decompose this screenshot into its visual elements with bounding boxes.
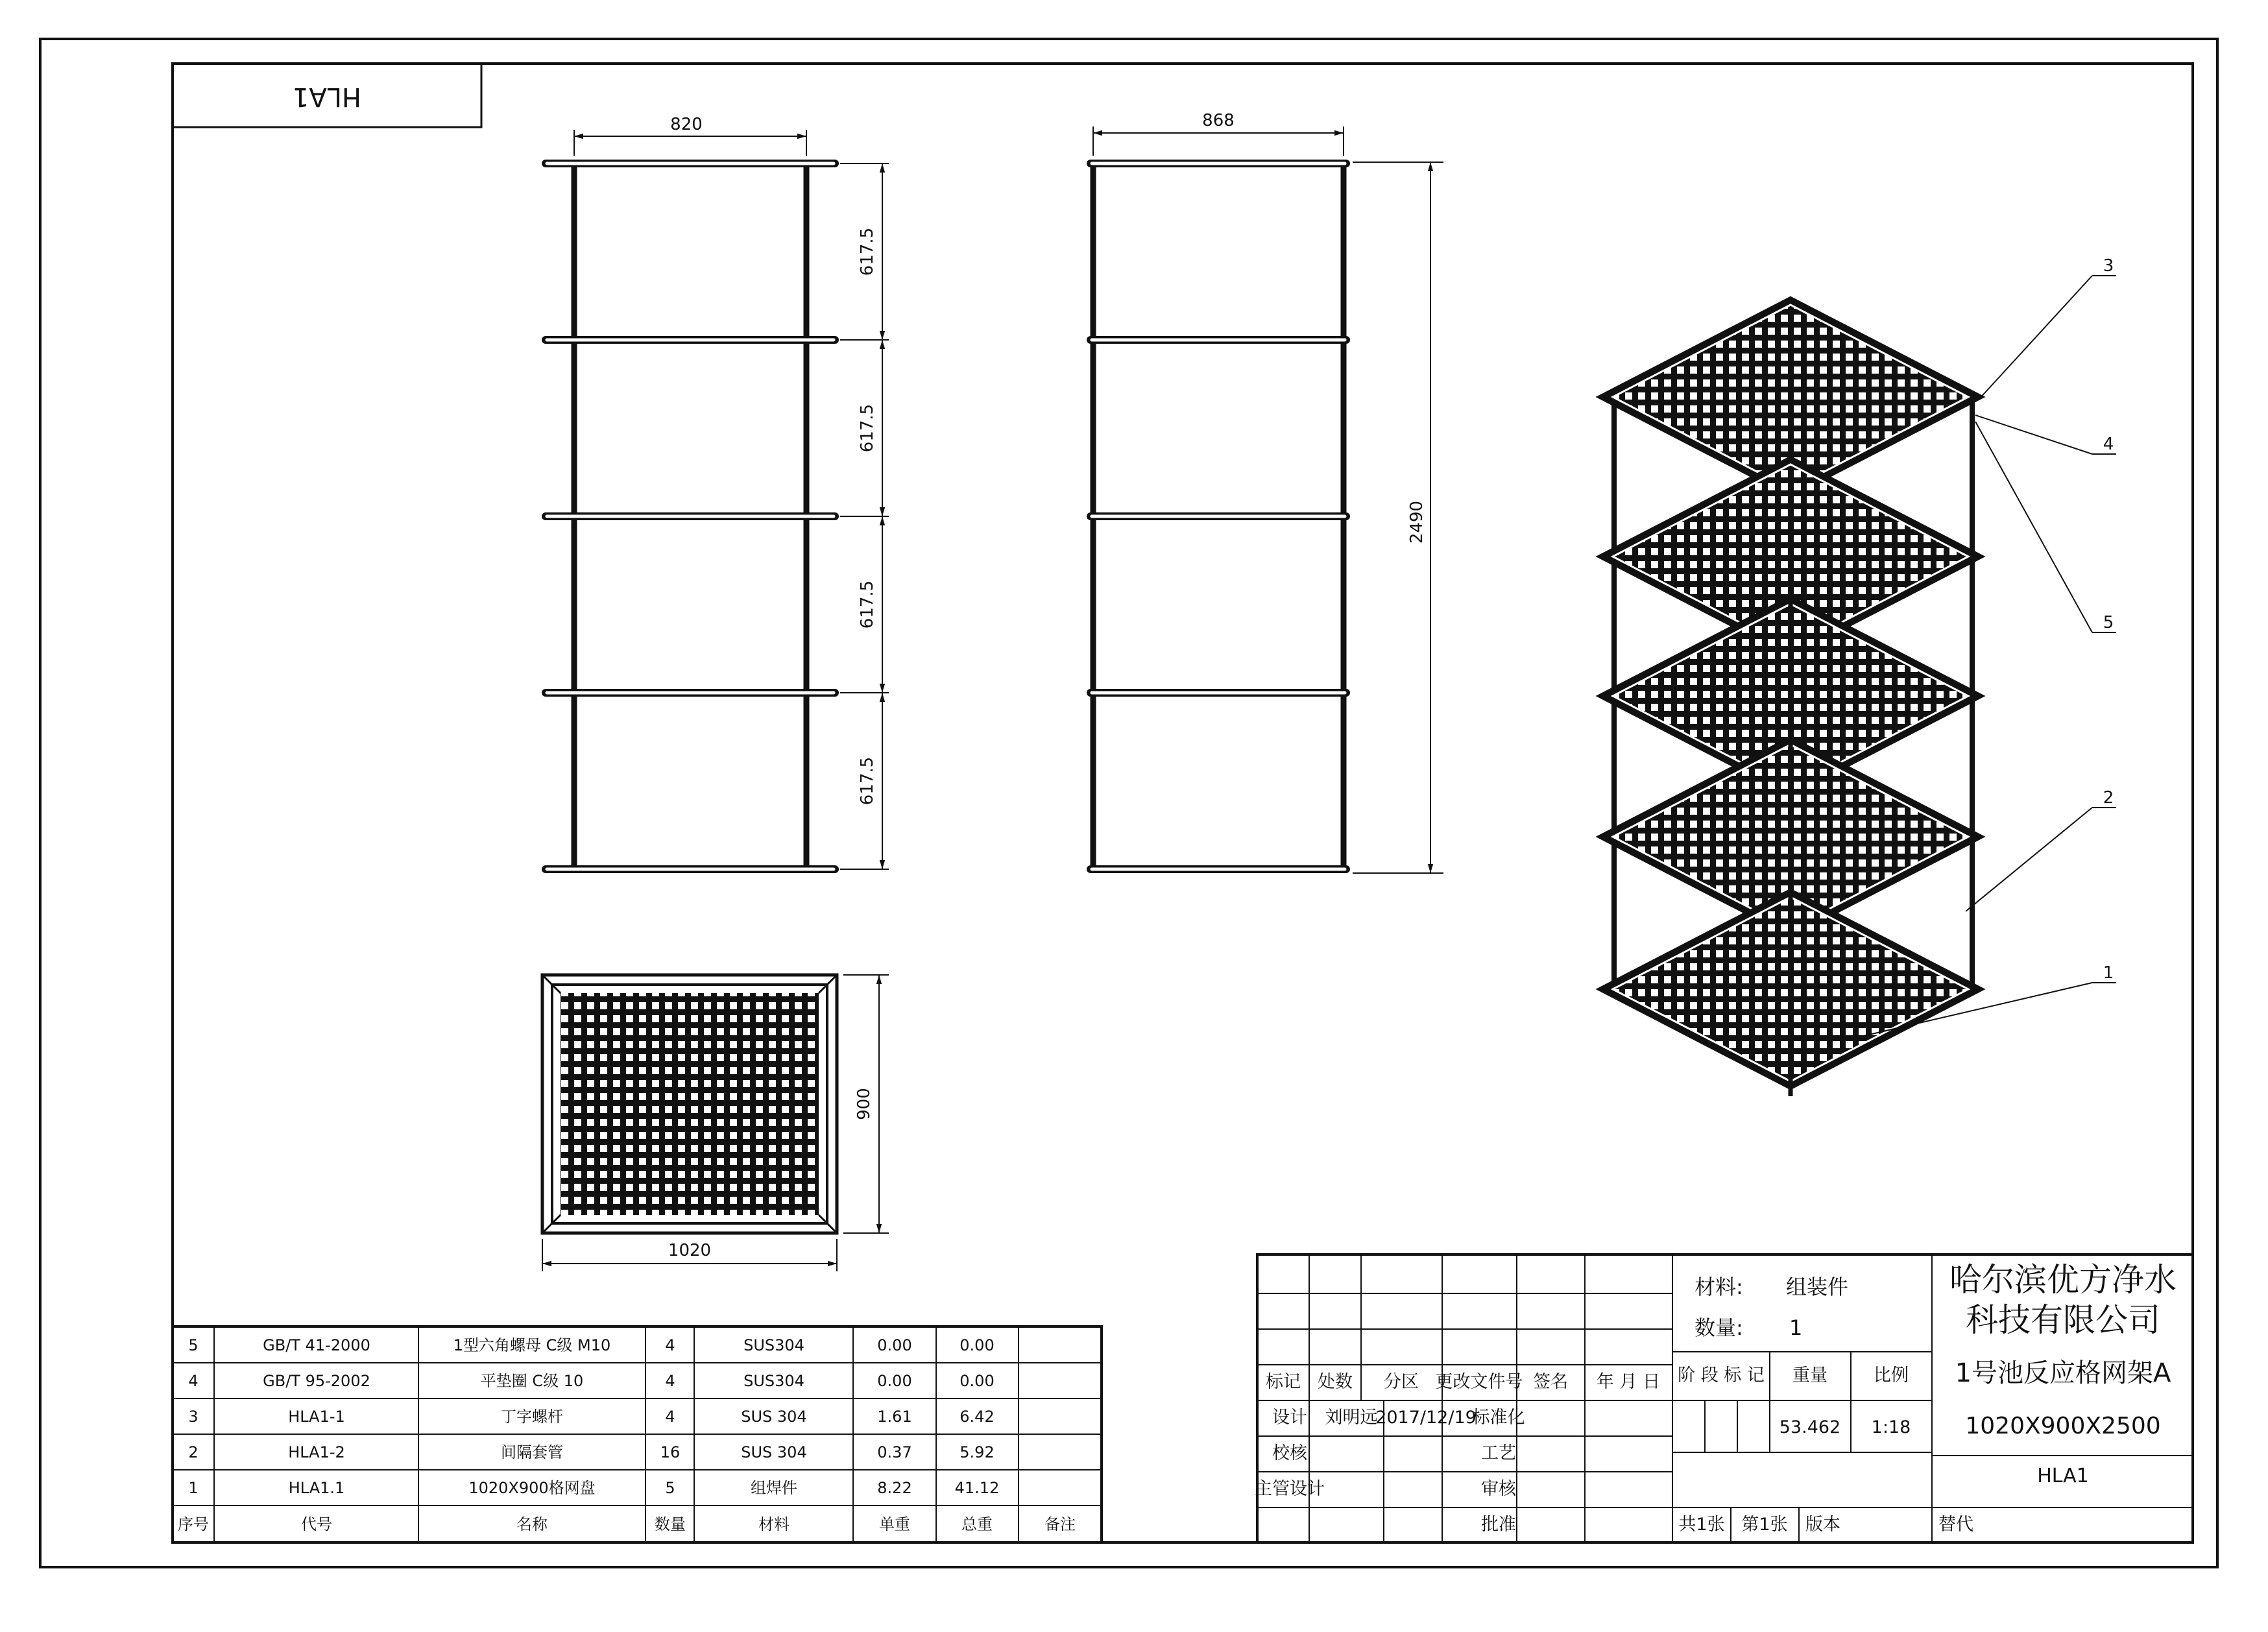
tb-chief-label: 主管设计: [1255, 1479, 1325, 1499]
bom-header-unit-weight: 单重: [879, 1515, 910, 1533]
bom-header-total-weight: 总重: [961, 1515, 993, 1533]
bom-row-2-total-weight: 5.92: [959, 1443, 995, 1461]
bom-row-1-unit-weight: 8.22: [877, 1479, 912, 1497]
bom-row-4-name: 平垫圈 C级 10: [480, 1372, 584, 1390]
title-block: [1255, 1254, 2193, 1542]
bom-table: [173, 1326, 1102, 1542]
bom-row-4-qty: 4: [665, 1372, 675, 1390]
tb-drawing-code: HLA1: [2037, 1465, 2089, 1487]
bom-row-2-index: 2: [188, 1443, 199, 1461]
bom-row-4-code: GB/T 95-2002: [263, 1372, 370, 1390]
tb-drawing-size: 1020X900X2500: [1965, 1413, 2161, 1439]
tb-quantity-label: 数量:: [1695, 1315, 1743, 1340]
bom-header-code: 代号: [301, 1515, 332, 1533]
bom-row-5-index: 5: [188, 1336, 199, 1354]
bom-row-2-material: SUS 304: [741, 1443, 807, 1461]
bom-row-3-unit-weight: 1.61: [877, 1408, 912, 1426]
tb-scale-value: 1:18: [1871, 1417, 1911, 1437]
front-spacing-2: 617.5: [858, 403, 877, 453]
bom-row-4-unit-weight: 0.00: [877, 1372, 912, 1390]
front-spacing-3: 617.5: [858, 580, 877, 629]
tb-design-label: 设计: [1272, 1408, 1307, 1428]
bom-row-3-code: HLA1-1: [288, 1408, 345, 1426]
tb-weight-label: 重量: [1792, 1365, 1828, 1386]
bom-header-index: 序号: [178, 1515, 209, 1533]
isometric-view: [1600, 256, 2116, 1096]
front-view: [546, 115, 889, 869]
tb-stage-label: 阶 段 标 记: [1678, 1365, 1765, 1386]
bom-row-4-total-weight: 0.00: [959, 1372, 995, 1390]
side-width-label: 868: [1202, 111, 1235, 130]
tb-designer: 刘明远: [1325, 1408, 1378, 1428]
tb-change-count: 处数: [1318, 1372, 1353, 1392]
tb-weight-value: 53.462: [1779, 1417, 1841, 1437]
tb-design-date: 2017/12/19: [1375, 1408, 1477, 1428]
mirrored-label-box: [173, 64, 481, 127]
bom-row-2-code: HLA1-2: [288, 1443, 345, 1461]
tb-company-line1: 哈尔滨优方净水: [1949, 1261, 2177, 1299]
tb-change-sign: 签名: [1533, 1372, 1568, 1392]
bom-row-3-qty: 4: [665, 1408, 675, 1426]
bom-row-2-qty: 16: [660, 1443, 681, 1461]
bom-row-1-qty: 5: [665, 1479, 675, 1497]
tb-approve-label: 批准: [1481, 1515, 1516, 1535]
bom-row-5-code: GB/T 41-2000: [263, 1336, 370, 1354]
bom-row-1-total-weight: 41.12: [954, 1479, 1000, 1497]
balloon-3: 3: [2103, 256, 2114, 276]
tb-scale-label: 比例: [1874, 1365, 1909, 1386]
side-height-label: 2490: [1407, 500, 1427, 544]
tb-quantity-value: 1: [1789, 1315, 1803, 1340]
tb-sheet-number: 第1张: [1741, 1515, 1788, 1535]
bom-row-2-unit-weight: 0.37: [877, 1443, 912, 1461]
bom-header-name: 名称: [516, 1515, 548, 1533]
tb-replace-label: 替代: [1938, 1515, 1973, 1535]
tb-material-value: 组装件: [1786, 1275, 1849, 1299]
bom-row-4-material: SUS304: [743, 1372, 804, 1390]
bom-row-1-material: 组焊件: [751, 1479, 797, 1497]
tb-change-date: 年 月 日: [1596, 1372, 1661, 1392]
tb-company-line2: 科技有限公司: [1966, 1301, 2160, 1339]
bom-header-remark: 备注: [1044, 1515, 1076, 1533]
bom-row-3-material: SUS 304: [741, 1408, 807, 1426]
tb-process-label: 工艺: [1481, 1443, 1516, 1463]
balloon-2: 2: [2103, 788, 2114, 808]
top-view: [542, 975, 889, 1271]
tb-drawing-name: 1号池反应格网架A: [1955, 1358, 2171, 1388]
top-width-label: 1020: [668, 1241, 712, 1260]
tb-change-zone: 分区: [1384, 1372, 1419, 1392]
front-spacing-1: 617.5: [858, 227, 877, 276]
bom-row-3-total-weight: 6.42: [959, 1408, 995, 1426]
side-view: [1091, 111, 1443, 873]
balloon-5: 5: [2103, 613, 2114, 632]
tb-material-label: 材料:: [1695, 1275, 1743, 1299]
bom-row-3-index: 3: [188, 1408, 199, 1426]
bom-row-1-name: 1020X900格网盘: [468, 1479, 596, 1497]
tb-standardize-label: 标准化: [1472, 1408, 1525, 1428]
bom-header-material: 材料: [758, 1515, 790, 1533]
bom-row-5-name: 1型六角螺母 C级 M10: [453, 1336, 611, 1354]
bom-row-5-total-weight: 0.00: [959, 1336, 995, 1354]
tb-review-label: 审核: [1481, 1479, 1516, 1499]
tb-version-label: 版本: [1805, 1515, 1840, 1535]
bom-row-5-material: SUS304: [743, 1336, 804, 1354]
tb-check-label: 校核: [1272, 1443, 1307, 1463]
bom-row-3-name: 丁字螺杆: [501, 1408, 563, 1426]
bom-row-1-code: HLA1.1: [288, 1479, 345, 1497]
bom-row-5-qty: 4: [665, 1336, 675, 1354]
tb-change-mark: 标记: [1266, 1372, 1301, 1392]
front-spacing-4: 617.5: [858, 756, 877, 806]
bom-row-1-index: 1: [188, 1479, 199, 1497]
top-height-label: 900: [854, 1088, 874, 1120]
tb-change-doc: 更改文件号: [1435, 1372, 1523, 1392]
mirrored-label: HLA1: [292, 82, 362, 112]
balloon-1: 1: [2103, 963, 2114, 983]
tb-sheets-total: 共1张: [1678, 1515, 1725, 1535]
bom-header-qty: 数量: [655, 1515, 686, 1533]
balloon-4: 4: [2103, 435, 2114, 454]
front-width-label: 820: [670, 115, 703, 134]
bom-row-2-name: 间隔套管: [501, 1443, 563, 1461]
bom-row-5-unit-weight: 0.00: [877, 1336, 912, 1354]
bom-row-4-index: 4: [188, 1372, 199, 1390]
